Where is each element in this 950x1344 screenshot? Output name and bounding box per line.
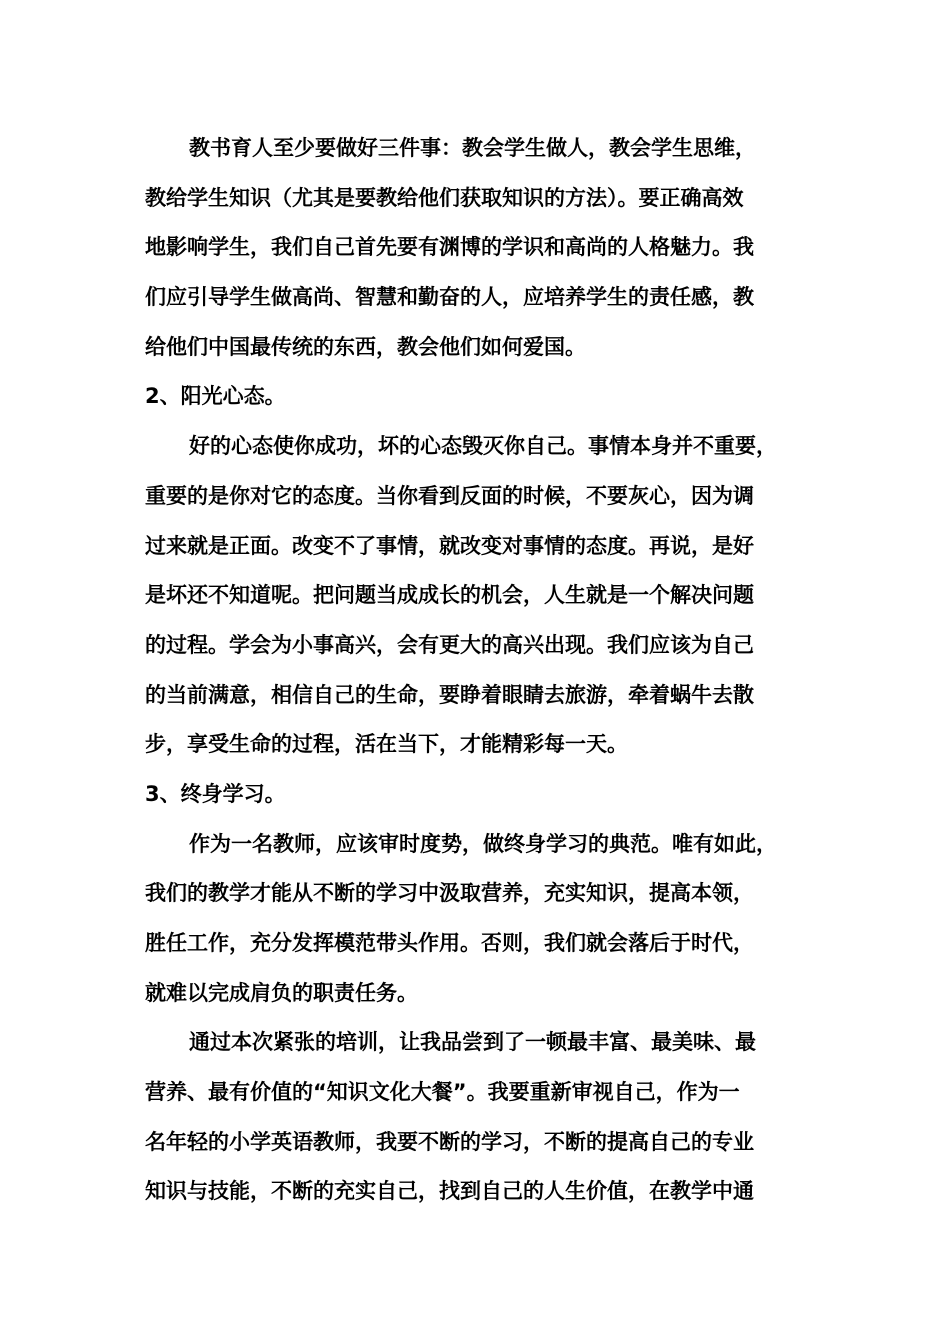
paragraph-line: 胜任工作，充分发挥模范带头作用。否则，我们就会落后于时代， <box>145 931 754 955</box>
paragraph-line: 给他们中国最传统的东西，教会他们如何爱国。 <box>145 334 586 359</box>
paragraph-line: 我们的教学才能从不断的学习中汲取营养，充实知识，提高本领， <box>145 881 754 906</box>
paragraph-line: 过来就是正面。改变不了事情，就改变对事情的态度。再说，是好 <box>145 533 754 558</box>
paragraph-line: 地影响学生，我们自己首先要有渊博的学识和高尚的人格魅力。我 <box>145 235 754 260</box>
paragraph-line: 名年轻的小学英语教师，我要不断的学习，不断的提高自己的专业 <box>145 1129 754 1154</box>
paragraph-line: 们应引导学生做高尚、智慧和勤奋的人，应培养学生的责任感，教 <box>145 285 754 310</box>
paragraph-line: 就难以完成肩负的职责任务。 <box>145 980 418 1005</box>
paragraph-line: 通过本次紧张的培训，让我品尝到了一顿最丰富、最美味、最 <box>189 1030 756 1055</box>
paragraph-line: 重要的是你对它的态度。当你看到反面的时候，不要灰心，因为调 <box>145 483 754 508</box>
section-heading: 3、终身学习。 <box>145 781 286 806</box>
paragraph-line: 的过程。学会为小事高兴，会有更大的高兴出现。我们应该为自己 <box>145 632 754 657</box>
paragraph-line: 知识与技能，不断的充实自己，找到自己的人生价值，在教学中通 <box>145 1179 754 1204</box>
paragraph-line: 营养、最有价值的“知识文化大餐”。我要重新审视自己，作为一 <box>145 1080 740 1105</box>
paragraph-line: 好的心态使你成功，坏的心态毁灭你自己。事情本身并不重要， <box>189 434 777 459</box>
paragraph-line: 的当前满意，相信自己的生命，要睁着眼睛去旅游，牵着蜗牛去散 <box>145 682 754 707</box>
paragraph-line: 教给学生知识（尤其是要教给他们获取知识的方法）。要正确高效 <box>145 185 744 210</box>
document-body <box>145 124 829 1217</box>
paragraph-line: 步，享受生命的过程，活在当下，才能精彩每一天。 <box>145 732 628 757</box>
paragraph-line: 作为一名教师，应该审时度势，做终身学习的典范。唯有如此， <box>189 831 777 856</box>
paragraph-line: 教书育人至少要做好三件事：教会学生做人，教会学生思维， <box>189 136 756 160</box>
section-heading: 2、阳光心态。 <box>145 384 286 409</box>
paragraph-line: 是坏还不知道呢。把问题当成成长的机会，人生就是一个解决问题 <box>145 583 754 608</box>
